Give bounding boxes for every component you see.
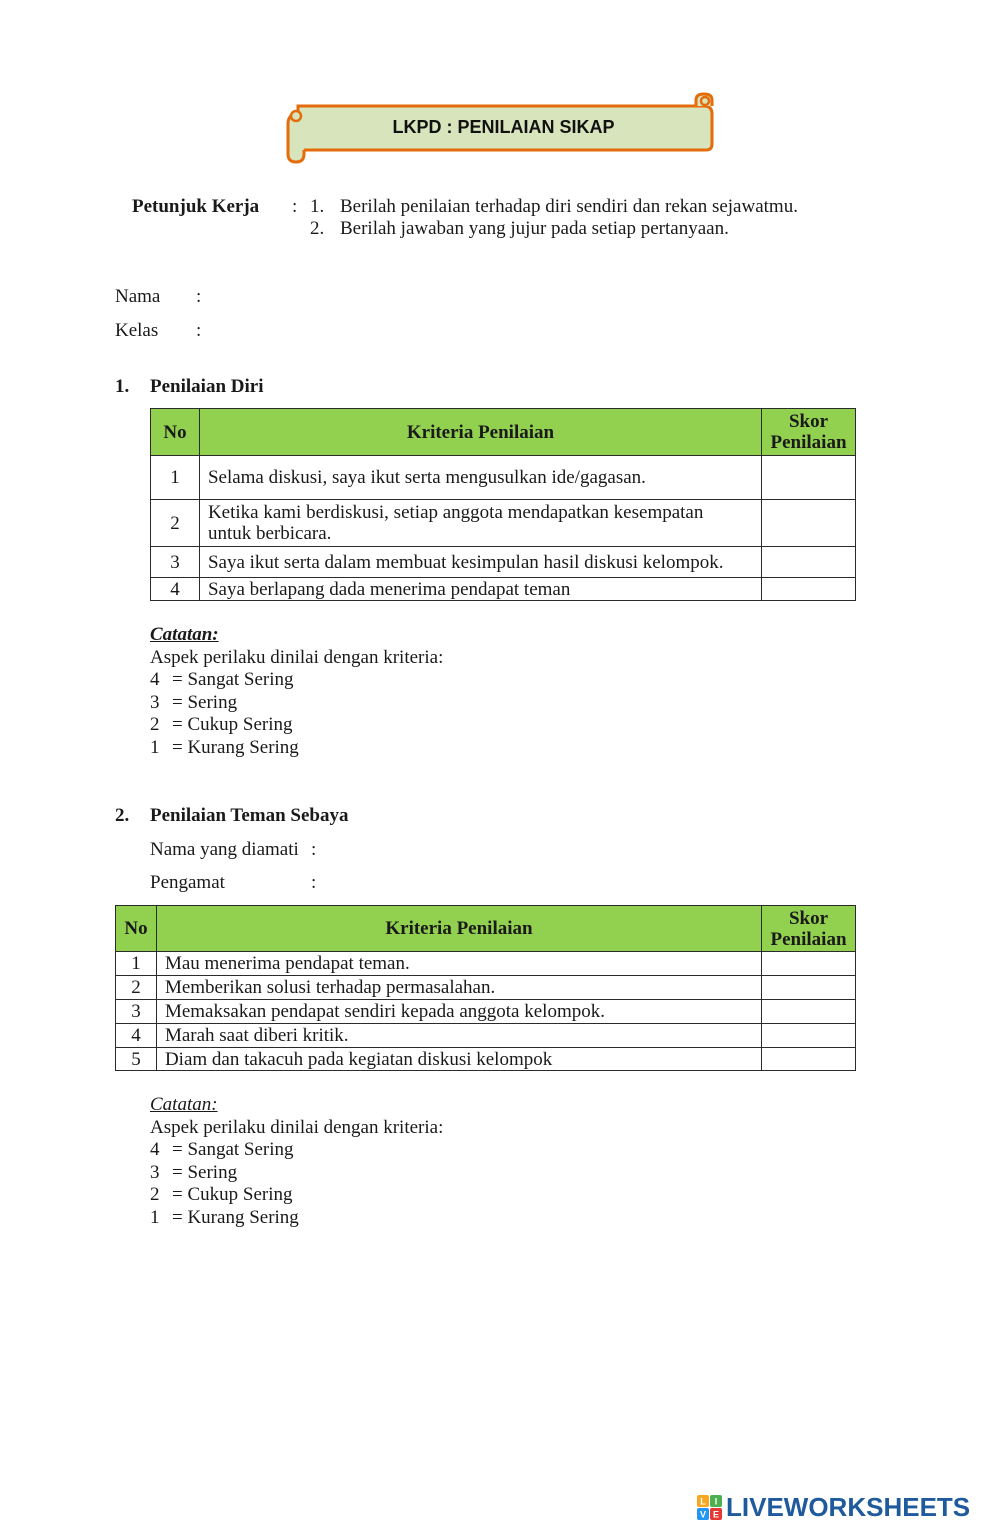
- column-header-criteria: Kriteria Penilaian: [156, 906, 761, 952]
- name-label: Nama: [115, 286, 161, 307]
- table-row: 3 Saya ikut serta dalam membuat kesimpulan hasil diskusi kelompok.: [151, 547, 856, 578]
- scale-item: 3 = Sering: [150, 1161, 238, 1183]
- score-cell[interactable]: [762, 578, 856, 601]
- class-colon: :: [196, 320, 202, 341]
- scale-item: 2 = Cukup Sering: [150, 714, 293, 735]
- column-header-score: Skor Penilaian: [762, 906, 856, 952]
- scale-item: 4 = Sangat Sering: [150, 669, 294, 690]
- score-cell[interactable]: [762, 976, 856, 1000]
- section-heading-peer-assessment: 2. Penilaian Teman Sebaya: [115, 805, 349, 826]
- column-header-score: Skor Penilaian: [762, 409, 856, 456]
- title-banner: [286, 92, 718, 166]
- table-row: 2 Memberikan solusi terhadap permasalahan.: [116, 976, 856, 1000]
- peer-assessment-table: [115, 905, 856, 1071]
- score-cell[interactable]: [762, 1000, 856, 1024]
- table-row: 3 Memaksakan pendapat sendiri kepada anggota kelompok.: [116, 1000, 856, 1024]
- table-row: 4 Saya berlapang dada menerima pendapat teman: [151, 578, 856, 601]
- notes-intro: Aspek perilaku dinilai dengan kriteria:: [150, 1116, 444, 1138]
- notes-intro: Aspek perilaku dinilai dengan kriteria:: [150, 646, 444, 668]
- notes-self-assessment: [150, 624, 443, 759]
- table-row: 5 Diam dan takacuh pada kegiatan diskusi kelompok: [116, 1048, 856, 1071]
- liveworksheets-logo[interactable]: [697, 1492, 970, 1523]
- instructions-label: Petunjuk Kerja: [132, 196, 260, 217]
- logo-text: LIVEWORKSHEETS: [726, 1492, 971, 1522]
- scale-item: 1 = Kurang Sering: [150, 1206, 299, 1228]
- table-row: 2 Ketika kami berdiskusi, setiap anggota mendapatkan kesempatan untuk berbicara.: [151, 500, 856, 547]
- score-cell[interactable]: [762, 1024, 856, 1048]
- table-row: 1 Selama diskusi, saya ikut serta mengusulkan ide/gagasan.: [151, 456, 856, 500]
- table-row: 1 Mau menerima pendapat teman.: [116, 952, 856, 976]
- scale-item: 4 = Sangat Sering: [150, 1139, 294, 1160]
- observed-name-colon: :: [311, 839, 317, 860]
- notes-label: Catatan:: [150, 624, 219, 645]
- scale-item: 2 = Cukup Sering: [150, 1184, 293, 1205]
- class-label: Kelas: [115, 320, 159, 341]
- svg-text:I: I: [714, 1496, 718, 1506]
- instructions-list: [310, 196, 798, 240]
- page-title: LKPD : PENILAIAN SIKAP: [392, 116, 615, 137]
- observer-colon: :: [311, 872, 317, 893]
- instructions-colon: :: [292, 196, 298, 217]
- section-heading-self-assessment: 1. Penilaian Diri: [115, 376, 264, 397]
- score-cell[interactable]: [762, 1048, 856, 1071]
- svg-text:E: E: [712, 1509, 720, 1519]
- score-cell[interactable]: [762, 500, 856, 547]
- instruction-item: 1. Berilah penilaian terhadap diri sendiri dan rekan sejawatmu.: [310, 196, 798, 217]
- scale-item: 3 = Sering: [150, 691, 238, 713]
- name-colon: :: [196, 286, 202, 307]
- notes-peer-assessment: [150, 1094, 443, 1229]
- column-header-no: No: [116, 906, 157, 952]
- column-header-criteria: Kriteria Penilaian: [199, 409, 761, 456]
- observer-label: Pengamat: [150, 872, 225, 893]
- score-cell[interactable]: [762, 952, 856, 976]
- table-row: 4 Marah saat diberi kritik.: [116, 1024, 856, 1048]
- liveworksheets-logo-icon: [697, 1495, 723, 1521]
- svg-text:V: V: [699, 1509, 707, 1519]
- svg-text:L: L: [700, 1496, 706, 1506]
- score-cell[interactable]: [762, 456, 856, 500]
- observed-name-label: Nama yang diamati: [150, 839, 299, 860]
- column-header-no: No: [151, 409, 200, 456]
- score-cell[interactable]: [762, 547, 856, 578]
- notes-label: Catatan:: [150, 1094, 218, 1115]
- table-header-row: [151, 409, 856, 456]
- instruction-item: 2. Berilah jawaban yang jujur pada setiap pertanyaan.: [310, 218, 729, 239]
- scale-item: 1 = Kurang Sering: [150, 736, 299, 758]
- table-header-row: [116, 906, 856, 952]
- self-assessment-table: [150, 408, 856, 601]
